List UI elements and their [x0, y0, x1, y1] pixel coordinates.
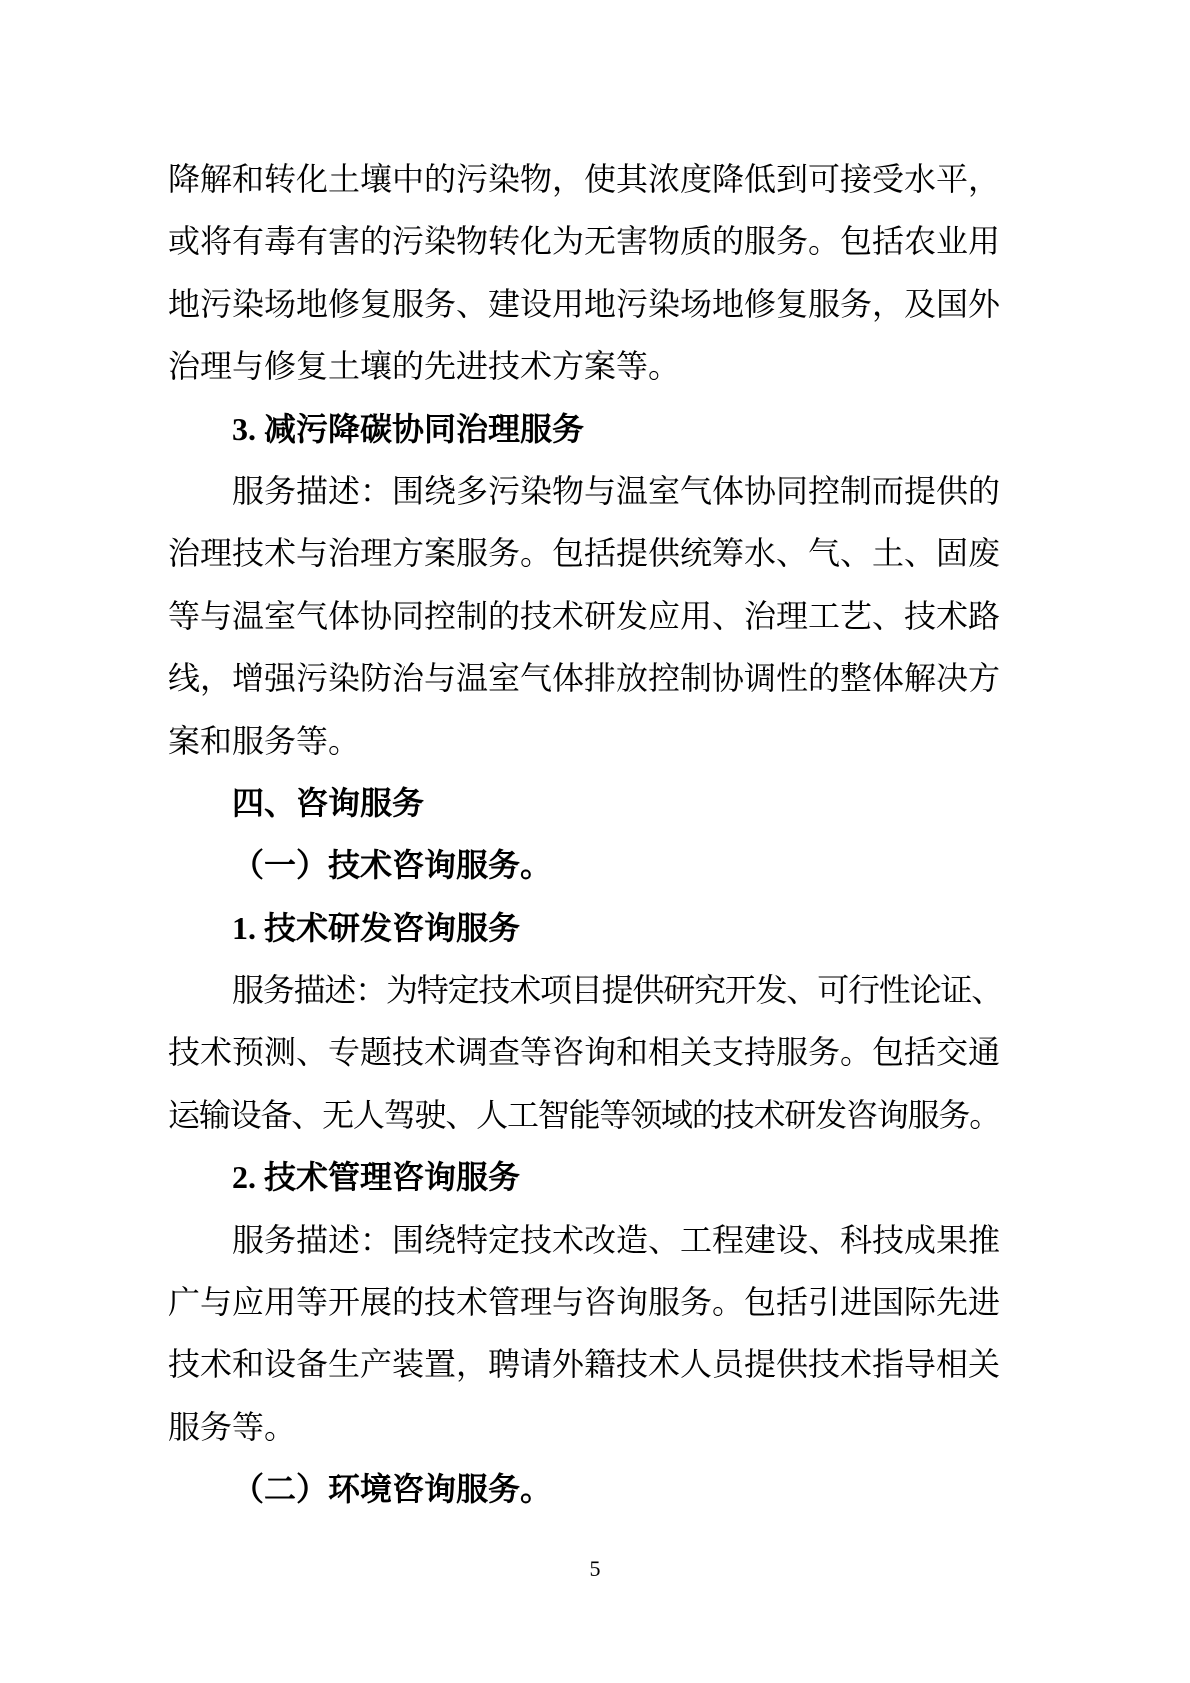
body-line: 案和服务等。 — [168, 722, 361, 759]
heading-numbered-3: 3. 减污降碳协同治理服务 — [232, 410, 585, 447]
body-line: 运输设备、无人驾驶、人工智能等领域的技术研发咨询服务。 — [168, 1096, 1000, 1133]
heading-numbered-2: 2. 技术管理咨询服务 — [232, 1159, 521, 1196]
heading-numbered-1: 1. 技术研发咨询服务 — [232, 909, 521, 946]
body-line: 等与温室气体协同控制的技术研发应用、治理工艺、技术路 — [168, 597, 1001, 634]
body-line: 服务描述：围绕多污染物与温室气体协同控制而提供的 — [232, 472, 1001, 509]
body-line: 服务描述：围绕特定技术改造、工程建设、科技成果推 — [232, 1221, 1001, 1258]
heading-major-consulting: 四、咨询服务 — [232, 784, 425, 821]
body-line: 治理与修复土壤的先进技术方案等。 — [168, 348, 681, 385]
body-line: 服务等。 — [168, 1408, 297, 1445]
body-line: 降解和转化土壤中的污染物，使其浓度降低到可接受水平， — [168, 161, 1001, 197]
body-line: 地污染场地修复服务、建设用地污染场地修复服务，及国外 — [168, 285, 1001, 322]
body-line: 治理技术与治理方案服务。包括提供统筹水、气、土、固废 — [168, 535, 1001, 572]
body-line: 广与应用等开展的技术管理与咨询服务。包括引进国际先进 — [168, 1284, 1001, 1321]
body-line: 或将有毒有害的污染物转化为无害物质的服务。包括农业用 — [168, 223, 1001, 260]
page-number: 5 — [589, 1556, 601, 1581]
heading-sub-2: （二）环境咨询服务。 — [232, 1471, 553, 1508]
body-line: 技术和设备生产装置，聘请外籍技术人员提供技术指导相关 — [168, 1346, 1001, 1383]
heading-sub-1: （一）技术咨询服务。 — [232, 847, 553, 884]
body-line: 技术预测、专题技术调查等咨询和相关支持服务。包括交通 — [168, 1034, 1001, 1071]
body-line: 服务描述：为特定技术项目提供研究开发、可行性论证、 — [232, 972, 1003, 1009]
document-body — [168, 148, 1003, 1521]
body-line: 线，增强污染防治与温室气体排放控制协调性的整体解决方 — [168, 660, 1001, 697]
